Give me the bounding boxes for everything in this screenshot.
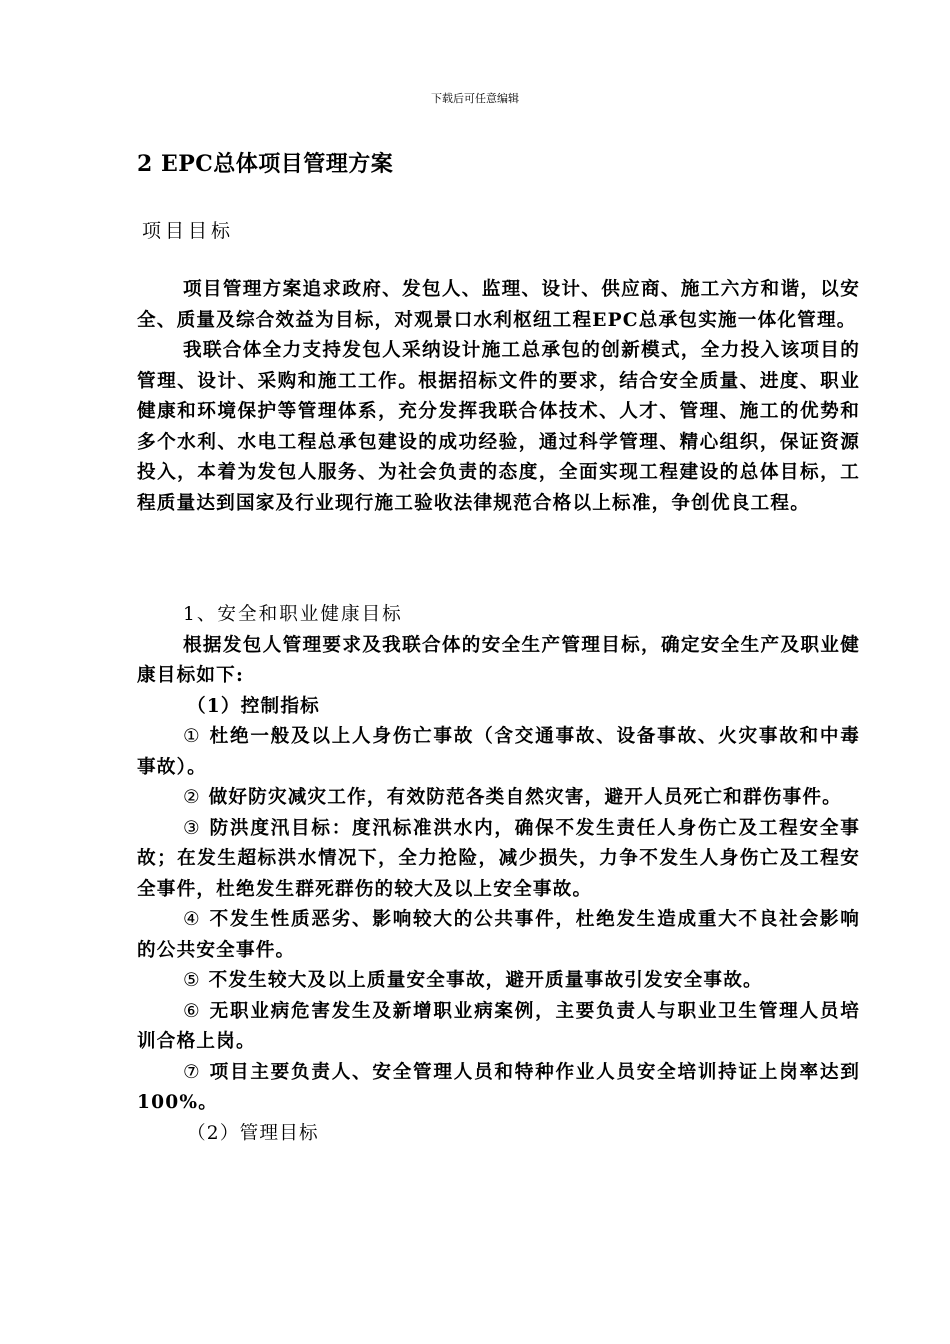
- subsection-intro: 根据发包人管理要求及我联合体的安全生产管理目标，确定安全生产及职业健康目标如下:: [137, 634, 860, 686]
- item-number: ①: [183, 726, 202, 747]
- subsection-title: 1、安全和职业健康目标: [183, 604, 403, 625]
- list-item: [137, 783, 860, 814]
- item-number: ③: [183, 817, 202, 839]
- list-item: [137, 722, 860, 783]
- item-text: 项目主要负责人、安全管理人员和特种作业人员安全培训持证上岗率达到100%。: [137, 1061, 860, 1113]
- intro-paragraphs: [137, 275, 860, 519]
- section-heading: 项目目标: [142, 220, 235, 242]
- list-item: [137, 814, 860, 906]
- item-text: 不发生性质恶劣、影响较大的公共事件，杜绝发生造成重大不良社会影响的公共安全事件。: [137, 909, 860, 961]
- item-text: 无职业病危害发生及新增职业病案例，主要负责人与职业卫生管理人员培训合格上岗。: [137, 1000, 860, 1052]
- page-header-note: 下载后可任意编辑: [431, 92, 519, 105]
- safety-section: [137, 600, 860, 1149]
- paragraph-2: 我联合体全力支持发包人采纳设计施工总承包的创新模式，全力投入该项目的管理、设计、采购和施工工作。根据招标文件的要求，结合安全质量、进度、职业健康和环境保护等管理体系，充分发挥我联合体技术、人才、管理、施工的优势和多个水利、水电工程总承包建设的成功经验，通过科学管理、精心组织，保证资源投入，本着为发包人服务、为社会负责的态度，全面实现工程建设的总体目标，工程质量达到国家及行业现行施工验收法律规范合格以上标准，争创优良工程。: [137, 340, 860, 514]
- list-item: [137, 905, 860, 966]
- list-item: [137, 966, 860, 997]
- document-title: 2 EPC总体项目管理方案: [137, 151, 394, 177]
- management-goals-heading: （2）管理目标: [187, 1122, 319, 1144]
- item-number: ⑤: [183, 970, 201, 991]
- item-number: ④: [183, 909, 202, 930]
- item-text: 杜绝一般及以上人身伤亡事故（含交通事故、设备事故、火灾事故和中毒事故）。: [137, 726, 860, 778]
- paragraph-1: 项目管理方案追求政府、发包人、监理、设计、供应商、施工六方和谐，以安全、质量及综合效益为目标，对观景口水利枢纽工程EPC总承包实施一体化管理。: [137, 279, 860, 331]
- item-text: 做好防灾减灾工作，有效防范各类自然灾害，避开人员死亡和群伤事件。: [208, 787, 842, 808]
- control-indicators-heading: （1）控制指标: [187, 695, 320, 717]
- item-number: ②: [183, 787, 201, 808]
- item-number: ⑥: [183, 1000, 202, 1022]
- list-item: [137, 1058, 860, 1119]
- list-item: [137, 997, 860, 1058]
- item-number: ⑦: [183, 1061, 202, 1083]
- item-text: 不发生较大及以上质量安全事故，避开质量事故引发安全事故。: [208, 970, 763, 991]
- item-text: 防洪度汛目标：度汛标准洪水内，确保不发生责任人身伤亡及工程安全事故；在发生超标洪水情况下，全力抢险，减少损失，力争不发生人身伤亡及工程安全事件，杜绝发生群死群伤的较大及以上安全事故。: [137, 817, 860, 900]
